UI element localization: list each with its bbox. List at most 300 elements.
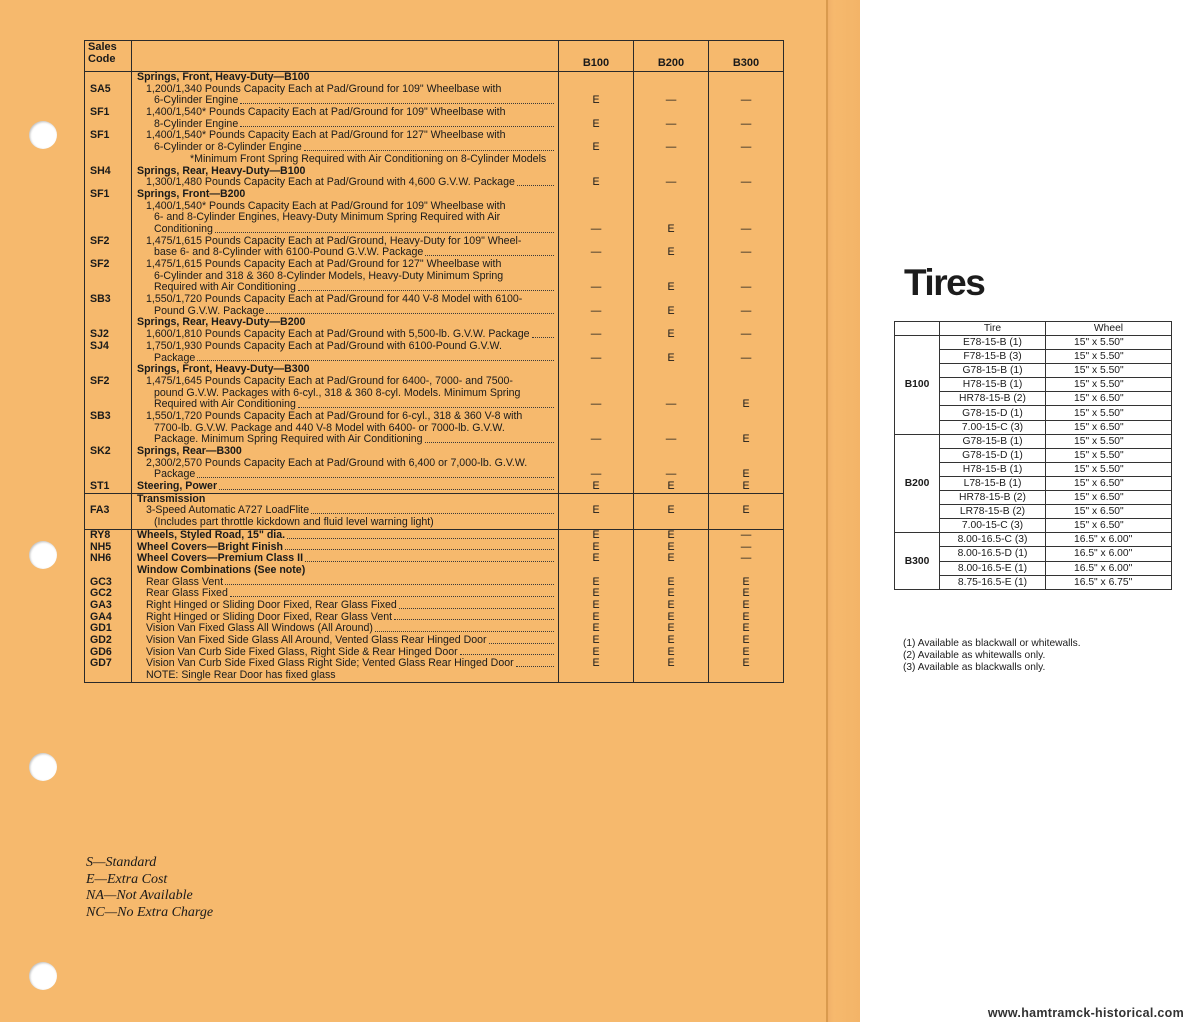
option-text: pound G.V.W. Packages with 6-cyl., 318 & 360 8-cyl. Models. Minimum Spring <box>154 387 521 399</box>
availability-mark: E <box>592 588 600 600</box>
availability-mark <box>634 670 708 682</box>
option-text: Springs, Front, Heavy-Duty—B300 <box>137 364 310 376</box>
tires-table-header <box>895 322 1172 336</box>
dot-leader <box>375 623 554 632</box>
availability-mark <box>634 458 708 470</box>
sales-codes-cell <box>85 493 132 529</box>
model-header-b200: B200 <box>634 41 709 72</box>
tires-table <box>894 321 1172 590</box>
tire-size-cell: 8.00-16.5-C (3) <box>940 533 1046 547</box>
descriptions-cell <box>132 529 559 682</box>
tire-size-cell: 7.00-15-C (3) <box>940 519 1046 533</box>
option-text: *Minimum Front Spring Required with Air Conditioning on 8-Cylinder Models <box>190 153 547 165</box>
option-description <box>132 201 558 213</box>
sales-code: GC3 <box>90 576 112 588</box>
option-heading <box>132 446 558 458</box>
sales-code: SF1 <box>90 188 110 200</box>
availability-mark: — <box>590 247 602 259</box>
dot-leader <box>425 247 554 256</box>
availability-mark: E <box>742 481 750 493</box>
model-header <box>895 322 940 336</box>
availability-mark: E <box>667 352 675 364</box>
option-description <box>132 84 558 96</box>
availability-mark <box>634 189 708 201</box>
availability-mark <box>559 72 633 84</box>
availability-mark: E <box>667 658 675 670</box>
availability-mark: — <box>590 329 602 341</box>
availability-mark <box>634 423 708 435</box>
dot-leader <box>287 530 554 539</box>
legend-item: E—Extra Cost <box>86 871 168 887</box>
sales-code: SH4 <box>90 165 111 177</box>
sales-code: GC2 <box>90 588 112 600</box>
dot-leader <box>285 542 554 551</box>
option-description <box>132 469 558 481</box>
section-suspension-steering <box>85 72 784 494</box>
availability-mark <box>559 154 633 166</box>
option-text: Springs, Rear—B300 <box>137 446 242 457</box>
b100-availability-cell <box>559 529 634 682</box>
availability-mark <box>634 446 708 458</box>
sales-code <box>85 353 131 365</box>
option-heading <box>132 530 558 542</box>
wheel-size-cell: 15" x 5.50" <box>1046 462 1172 476</box>
availability-mark <box>559 271 633 283</box>
tire-size-cell: F78-15-B (3) <box>940 350 1046 364</box>
availability-mark <box>559 212 633 224</box>
option-text: Package <box>154 469 196 481</box>
availability-mark: E <box>667 588 675 600</box>
option-text: base 6- and 8-Cylinder with 6100-Pound G.V.W. Package <box>154 247 424 259</box>
sales-code <box>85 282 131 294</box>
sales-code: RY8 <box>90 529 111 541</box>
sales-code <box>85 317 131 329</box>
sales-code <box>85 177 131 189</box>
option-description <box>132 259 558 271</box>
sales-code <box>85 434 131 446</box>
option-description <box>132 623 558 635</box>
sales-code <box>85 399 131 411</box>
availability-mark: E <box>592 481 600 493</box>
tire-size-cell: HR78-15-B (2) <box>940 491 1046 505</box>
availability-mark <box>709 364 783 376</box>
binder-hole <box>29 541 57 569</box>
availability-mark: E <box>592 95 600 107</box>
availability-mark <box>709 189 783 201</box>
availability-mark: E <box>742 505 750 517</box>
binder-hole <box>29 753 57 781</box>
model-header-b300: B300 <box>709 41 784 72</box>
watermark-url: www.hamtramck-historical.com <box>987 1006 1184 1020</box>
availability-mark <box>634 364 708 376</box>
binder-hole <box>29 962 57 990</box>
legend-item: NA—Not Available <box>86 888 193 903</box>
option-text: Vision Van Curb Side Fixed Glass Right Side; Vented Glass Rear Hinged Door <box>146 658 514 670</box>
availability-mark <box>709 388 783 400</box>
option-description <box>132 224 558 236</box>
option-text: 1,400/1,540* Pounds Capacity Each at Pad/Ground for 127" Wheelbase with <box>146 130 506 142</box>
availability-mark: E <box>592 553 600 565</box>
option-description <box>132 434 558 446</box>
option-text: 7700-lb. G.V.W. Package and 440 V-8 Model with 6400- or 7000-lb. G.V.W. <box>154 422 505 434</box>
availability-mark: E <box>667 623 675 635</box>
availability-mark <box>559 317 633 329</box>
availability-mark <box>634 212 708 224</box>
dot-leader <box>425 434 554 443</box>
option-description <box>132 130 558 142</box>
availability-mark: — <box>740 177 752 189</box>
option-text: 1,475/1,645 Pounds Capacity Each at Pad/Ground for 6400-, 7000- and 7500- <box>146 375 513 387</box>
sales-code: GA4 <box>90 611 112 623</box>
tire-row <box>895 434 1172 448</box>
b100-availability-cell <box>559 72 634 494</box>
wheel-size-cell: 15" x 5.50" <box>1046 434 1172 448</box>
sales-code <box>85 224 131 236</box>
option-text: Right Hinged or Sliding Door Fixed, Rear Glass Fixed <box>146 599 397 611</box>
option-text: Vision Van Fixed Side Glass All Around, Vented Glass Rear Hinged Door <box>146 635 487 646</box>
dot-leader <box>240 119 554 128</box>
wheel-size-cell: 15" x 6.50" <box>1046 420 1172 434</box>
availability-mark: E <box>592 142 600 154</box>
option-text: Rear Glass Vent <box>146 576 224 588</box>
legend-item: S—Standard <box>86 855 157 870</box>
option-text: 1,300/1,480 Pounds Capacity Each at Pad/Ground with 4,600 G.V.W. Package <box>146 177 515 189</box>
availability-mark: E <box>667 611 675 623</box>
tire-size-cell: 8.75-16.5-E (1) <box>940 575 1046 589</box>
option-description <box>132 423 558 435</box>
b200-availability-cell <box>634 72 709 494</box>
option-description <box>132 612 558 624</box>
tire-size-cell: 7.00-15-C (3) <box>940 420 1046 434</box>
availability-mark: — <box>665 399 677 411</box>
availability-mark <box>709 411 783 423</box>
dot-leader <box>460 647 554 656</box>
wheel-size-cell: 16.5" x 6.00" <box>1046 561 1172 575</box>
availability-mark <box>709 446 783 458</box>
wheel-size-cell: 15" x 5.50" <box>1046 378 1172 392</box>
availability-mark <box>709 565 783 577</box>
wheel-size-cell: 15" x 5.50" <box>1046 364 1172 378</box>
availability-mark: E <box>742 588 750 600</box>
option-heading <box>132 364 558 376</box>
option-description <box>132 177 558 189</box>
availability-mark: E <box>667 599 675 611</box>
availability-mark <box>709 494 783 506</box>
availability-mark: — <box>590 305 602 317</box>
option-description <box>132 388 558 400</box>
availability-mark <box>634 388 708 400</box>
availability-mark: E <box>592 118 600 130</box>
sales-code <box>85 201 131 213</box>
availability-mark: E <box>667 282 675 294</box>
wheel-size-cell: 16.5" x 6.00" <box>1046 547 1172 561</box>
availability-mark: — <box>740 553 752 565</box>
dot-leader <box>215 224 554 233</box>
tire-size-cell: E78-15-B (1) <box>940 336 1046 350</box>
sales-code: SF2 <box>90 375 110 387</box>
tire-footnote: (2) Available as whitewalls only. <box>903 649 1046 661</box>
availability-mark: — <box>740 95 752 107</box>
sales-code <box>85 388 131 400</box>
availability-mark <box>634 294 708 306</box>
availability-mark: E <box>742 469 750 481</box>
sales-code <box>85 423 131 435</box>
b300-availability-cell <box>709 493 784 529</box>
dot-leader <box>266 306 554 315</box>
sales-code: SB3 <box>90 410 111 422</box>
sales-code <box>85 142 131 154</box>
availability-mark <box>559 84 633 96</box>
availability-mark <box>709 294 783 306</box>
option-text: Required with Air Conditioning <box>154 399 296 411</box>
option-text: 3-Speed Automatic A727 LoadFlite <box>146 505 310 517</box>
option-text: Transmission <box>137 493 206 505</box>
availability-mark: E <box>667 223 675 235</box>
availability-mark: E <box>592 505 600 517</box>
option-text: 6-Cylinder or 8-Cylinder Engine <box>154 142 302 154</box>
dot-leader <box>305 553 554 562</box>
sales-code: NH6 <box>90 553 112 565</box>
sales-codes-cell <box>85 72 132 494</box>
option-description <box>132 353 558 365</box>
option-heading <box>132 565 558 577</box>
option-text: Right Hinged or Sliding Door Fixed, Rear Glass Vent <box>146 611 393 623</box>
availability-mark <box>559 446 633 458</box>
tire-size-cell: H78-15-B (1) <box>940 378 1046 392</box>
availability-mark <box>709 166 783 178</box>
availability-mark: E <box>742 635 750 646</box>
availability-mark <box>634 72 708 84</box>
availability-mark: — <box>590 223 602 235</box>
sales-code: GA3 <box>90 599 112 611</box>
availability-mark <box>634 565 708 577</box>
availability-mark: E <box>667 541 675 553</box>
availability-mark: — <box>590 399 602 411</box>
tire-model-cell: B200 <box>895 434 940 533</box>
b100-availability-cell <box>559 493 634 529</box>
availability-mark <box>709 271 783 283</box>
dot-leader <box>311 505 554 514</box>
sales-code: FA3 <box>90 505 110 517</box>
sales-code <box>85 364 131 376</box>
availability-legend <box>86 855 213 921</box>
option-description <box>132 107 558 119</box>
option-text: 2,300/2,570 Pounds Capacity Each at Pad/Ground with 6,400 or 7,000-lb. G.V.W. <box>146 457 528 469</box>
dot-leader <box>516 658 554 667</box>
tire-size-cell: 8.00-16.5-D (1) <box>940 547 1046 561</box>
availability-mark: E <box>667 305 675 317</box>
availability-mark: — <box>665 177 677 189</box>
sales-code <box>85 306 131 318</box>
option-description <box>132 95 558 107</box>
availability-mark <box>559 130 633 142</box>
option-heading <box>132 72 558 84</box>
availability-mark <box>559 670 633 682</box>
availability-mark: — <box>740 223 752 235</box>
availability-mark: E <box>742 611 750 623</box>
tires-table-body <box>895 336 1172 590</box>
option-text: Package <box>154 352 196 364</box>
sales-code <box>85 469 131 481</box>
availability-mark <box>559 388 633 400</box>
sales-code: ST1 <box>90 481 110 493</box>
availability-mark: — <box>665 142 677 154</box>
availability-mark <box>559 517 633 529</box>
availability-mark: E <box>742 434 750 446</box>
option-description <box>132 458 558 470</box>
option-description <box>132 505 558 517</box>
availability-mark <box>634 494 708 506</box>
availability-mark: E <box>667 505 675 517</box>
availability-mark <box>634 166 708 178</box>
availability-mark: E <box>667 646 675 658</box>
option-text: Wheel Covers—Premium Class II <box>137 553 304 565</box>
availability-mark <box>634 376 708 388</box>
availability-mark <box>559 411 633 423</box>
availability-mark <box>709 212 783 224</box>
option-description <box>132 154 558 166</box>
option-text: Steering, Power <box>137 481 218 493</box>
availability-mark: E <box>592 635 600 646</box>
description-header <box>132 41 559 72</box>
sales-code: SF1 <box>90 130 110 142</box>
option-description <box>132 577 558 589</box>
sales-code <box>85 247 131 259</box>
b200-availability-cell <box>634 493 709 529</box>
option-text: Window Combinations (See note) <box>137 564 306 576</box>
availability-mark: E <box>592 611 600 623</box>
sales-code: SJ2 <box>90 329 109 341</box>
sales-code: GD6 <box>90 646 112 658</box>
option-description <box>132 271 558 283</box>
dot-leader <box>304 142 554 151</box>
availability-mark: — <box>740 118 752 130</box>
availability-mark <box>709 130 783 142</box>
availability-mark: E <box>667 247 675 259</box>
availability-mark: — <box>665 469 677 481</box>
dot-leader <box>225 577 554 586</box>
sales-code <box>85 95 131 107</box>
availability-mark <box>559 294 633 306</box>
option-text: 1,200/1,340 Pounds Capacity Each at Pad/Ground for 109" Wheelbase with <box>146 83 502 95</box>
availability-mark <box>634 259 708 271</box>
availability-mark: — <box>740 529 752 541</box>
availability-mark <box>634 84 708 96</box>
sales-code: GD1 <box>90 623 112 635</box>
tire-size-cell: LR78-15-B (2) <box>940 505 1046 519</box>
availability-mark: E <box>742 599 750 611</box>
availability-mark: E <box>667 529 675 541</box>
sales-code: GD7 <box>90 658 112 670</box>
option-description <box>132 119 558 131</box>
availability-mark <box>559 341 633 353</box>
tires-title: Tires <box>904 262 985 303</box>
option-description <box>132 236 558 248</box>
sales-code: NH5 <box>90 541 112 553</box>
option-description <box>132 411 558 423</box>
availability-mark <box>709 341 783 353</box>
availability-mark <box>634 271 708 283</box>
availability-mark: E <box>592 529 600 541</box>
dot-leader <box>197 469 554 478</box>
option-description <box>132 635 558 647</box>
option-description <box>132 282 558 294</box>
wheel-size-cell: 15" x 6.50" <box>1046 505 1172 519</box>
dot-leader <box>298 282 554 291</box>
sales-code <box>85 517 131 529</box>
availability-mark <box>709 670 783 682</box>
availability-mark <box>559 189 633 201</box>
availability-mark <box>709 201 783 213</box>
availability-mark: — <box>665 434 677 446</box>
sales-code: SF2 <box>90 259 110 270</box>
tire-row <box>895 533 1172 547</box>
wheel-size-cell: 15" x 6.50" <box>1046 491 1172 505</box>
option-text: 1,475/1,615 Pounds Capacity Each at Pad/Ground, Heavy-Duty for 109" Wheel- <box>146 235 522 247</box>
options-table <box>84 40 784 683</box>
tire-footnotes <box>903 638 1081 673</box>
availability-mark: — <box>740 352 752 364</box>
dot-leader <box>532 329 554 338</box>
tire-size-cell: 8.00-16.5-E (1) <box>940 561 1046 575</box>
availability-mark: E <box>667 553 675 565</box>
availability-mark <box>634 411 708 423</box>
availability-mark: E <box>592 599 600 611</box>
b200-availability-cell <box>634 529 709 682</box>
option-text: Wheel Covers—Bright Finish <box>137 541 283 553</box>
availability-mark: — <box>740 282 752 294</box>
availability-mark: — <box>590 282 602 294</box>
b300-availability-cell <box>709 72 784 494</box>
availability-mark <box>709 517 783 529</box>
descriptions-cell <box>132 493 559 529</box>
option-text: Package. Minimum Spring Required with Air Conditioning <box>154 434 423 446</box>
wheel-size-cell: 15" x 5.50" <box>1046 336 1172 350</box>
availability-mark <box>559 565 633 577</box>
option-text: 1,550/1,720 Pounds Capacity Each at Pad/Ground for 440 V-8 Model with 6100- <box>146 294 523 306</box>
tire-size-cell: G78-15-B (1) <box>940 434 1046 448</box>
option-description <box>132 247 558 259</box>
wheel-size-cell: 16.5" x 6.00" <box>1046 533 1172 547</box>
sales-code: SF2 <box>90 235 110 247</box>
dot-leader <box>240 95 554 104</box>
availability-mark <box>559 458 633 470</box>
option-text: Pound G.V.W. Package <box>154 305 265 317</box>
availability-mark <box>559 166 633 178</box>
option-text: 6-Cylinder and 318 & 360 8-Cylinder Models, Heavy-Duty Minimum Spring <box>154 270 504 282</box>
dot-leader <box>230 588 554 597</box>
option-text: Vision Van Fixed Glass All Windows (All Around) <box>146 623 373 635</box>
option-text: Wheels, Styled Road, 15" dia. <box>137 529 286 541</box>
sales-code <box>85 271 131 283</box>
tire-size-cell: G78-15-D (1) <box>940 448 1046 462</box>
option-description <box>132 670 558 682</box>
tire-size-cell: L78-15-B (1) <box>940 476 1046 490</box>
wheel-size-cell: 15" x 5.50" <box>1046 406 1172 420</box>
availability-mark: — <box>590 434 602 446</box>
tire-model-cell: B300 <box>895 533 940 589</box>
wheel-header: Wheel <box>1046 322 1172 336</box>
availability-mark: — <box>590 352 602 364</box>
availability-mark <box>709 259 783 271</box>
option-description <box>132 306 558 318</box>
option-heading <box>132 317 558 329</box>
dot-leader <box>399 600 554 609</box>
option-description <box>132 600 558 612</box>
wheel-size-cell: 15" x 5.50" <box>1046 448 1172 462</box>
availability-mark <box>709 154 783 166</box>
availability-mark: E <box>742 576 750 588</box>
